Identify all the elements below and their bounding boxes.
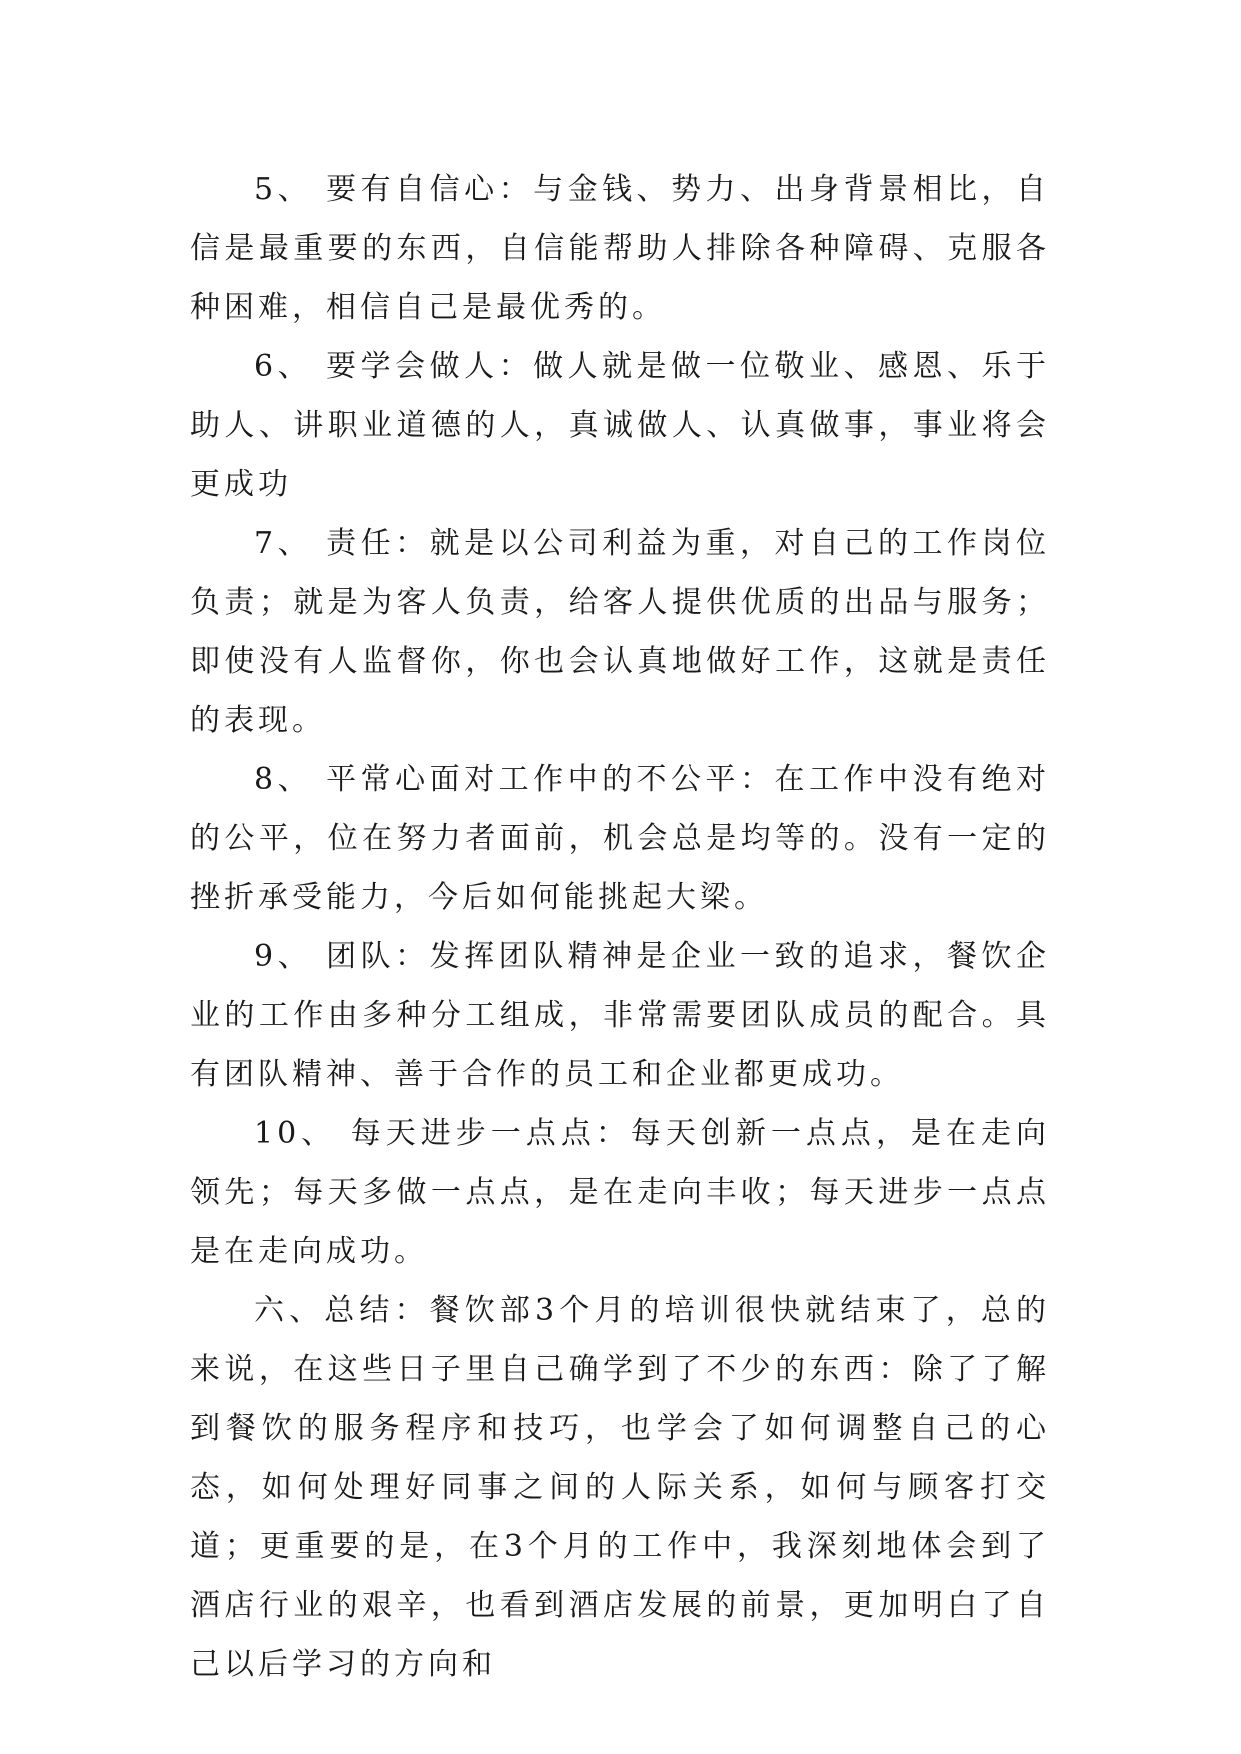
paragraph-summary: 六、总结：餐饮部3个月的培训很快就结束了，总的来说，在这些日子里自己确学到了不少的东西：除了了解到餐饮的服务程序和技巧，也学会了如何调整自己的心态，如何处理好同事之间的人际关系，如何与顾客打交道；更重要的是，在3个月的工作中，我深刻地体会到了酒店行业的艰辛，也看到酒店发展的前景，更加明白了自己以后学习的方向和 — [190, 1293, 1050, 1682]
paragraph-item-5: 5、 要有自信心：与金钱、势力、出身背景相比，自信是最重要的东西，自信能帮助人排除各种障碍、克服各种困难，相信自己是最优秀的。 — [190, 172, 1050, 325]
paragraph-item-7: 7、 责任：就是以公司利益为重，对自己的工作岗位负责；就是为客人负责，给客人提供优质的出品与服务；即使没有人监督你，你也会认真地做好工作，这就是责任的表现。 — [190, 526, 1050, 738]
paragraph-item-6: 6、 要学会做人：做人就是做一位敬业、感恩、乐于助人、讲职业道德的人，真诚做人、认真做事，事业将会更成功 — [190, 349, 1050, 502]
document-body — [190, 160, 1050, 1694]
paragraph-item-10: 10、 每天进步一点点：每天创新一点点，是在走向领先；每天多做一点点，是在走向丰收；每天进步一点点是在走向成功。 — [190, 1116, 1050, 1269]
paragraph-item-8: 8、 平常心面对工作中的不公平：在工作中没有绝对的公平，位在努力者面前，机会总是均等的。没有一定的挫折承受能力，今后如何能挑起大梁。 — [190, 762, 1050, 915]
paragraph-item-9: 9、 团队：发挥团队精神是企业一致的追求，餐饮企业的工作由多种分工组成，非常需要团队成员的配合。具有团队精神、善于合作的员工和企业都更成功。 — [190, 939, 1050, 1092]
